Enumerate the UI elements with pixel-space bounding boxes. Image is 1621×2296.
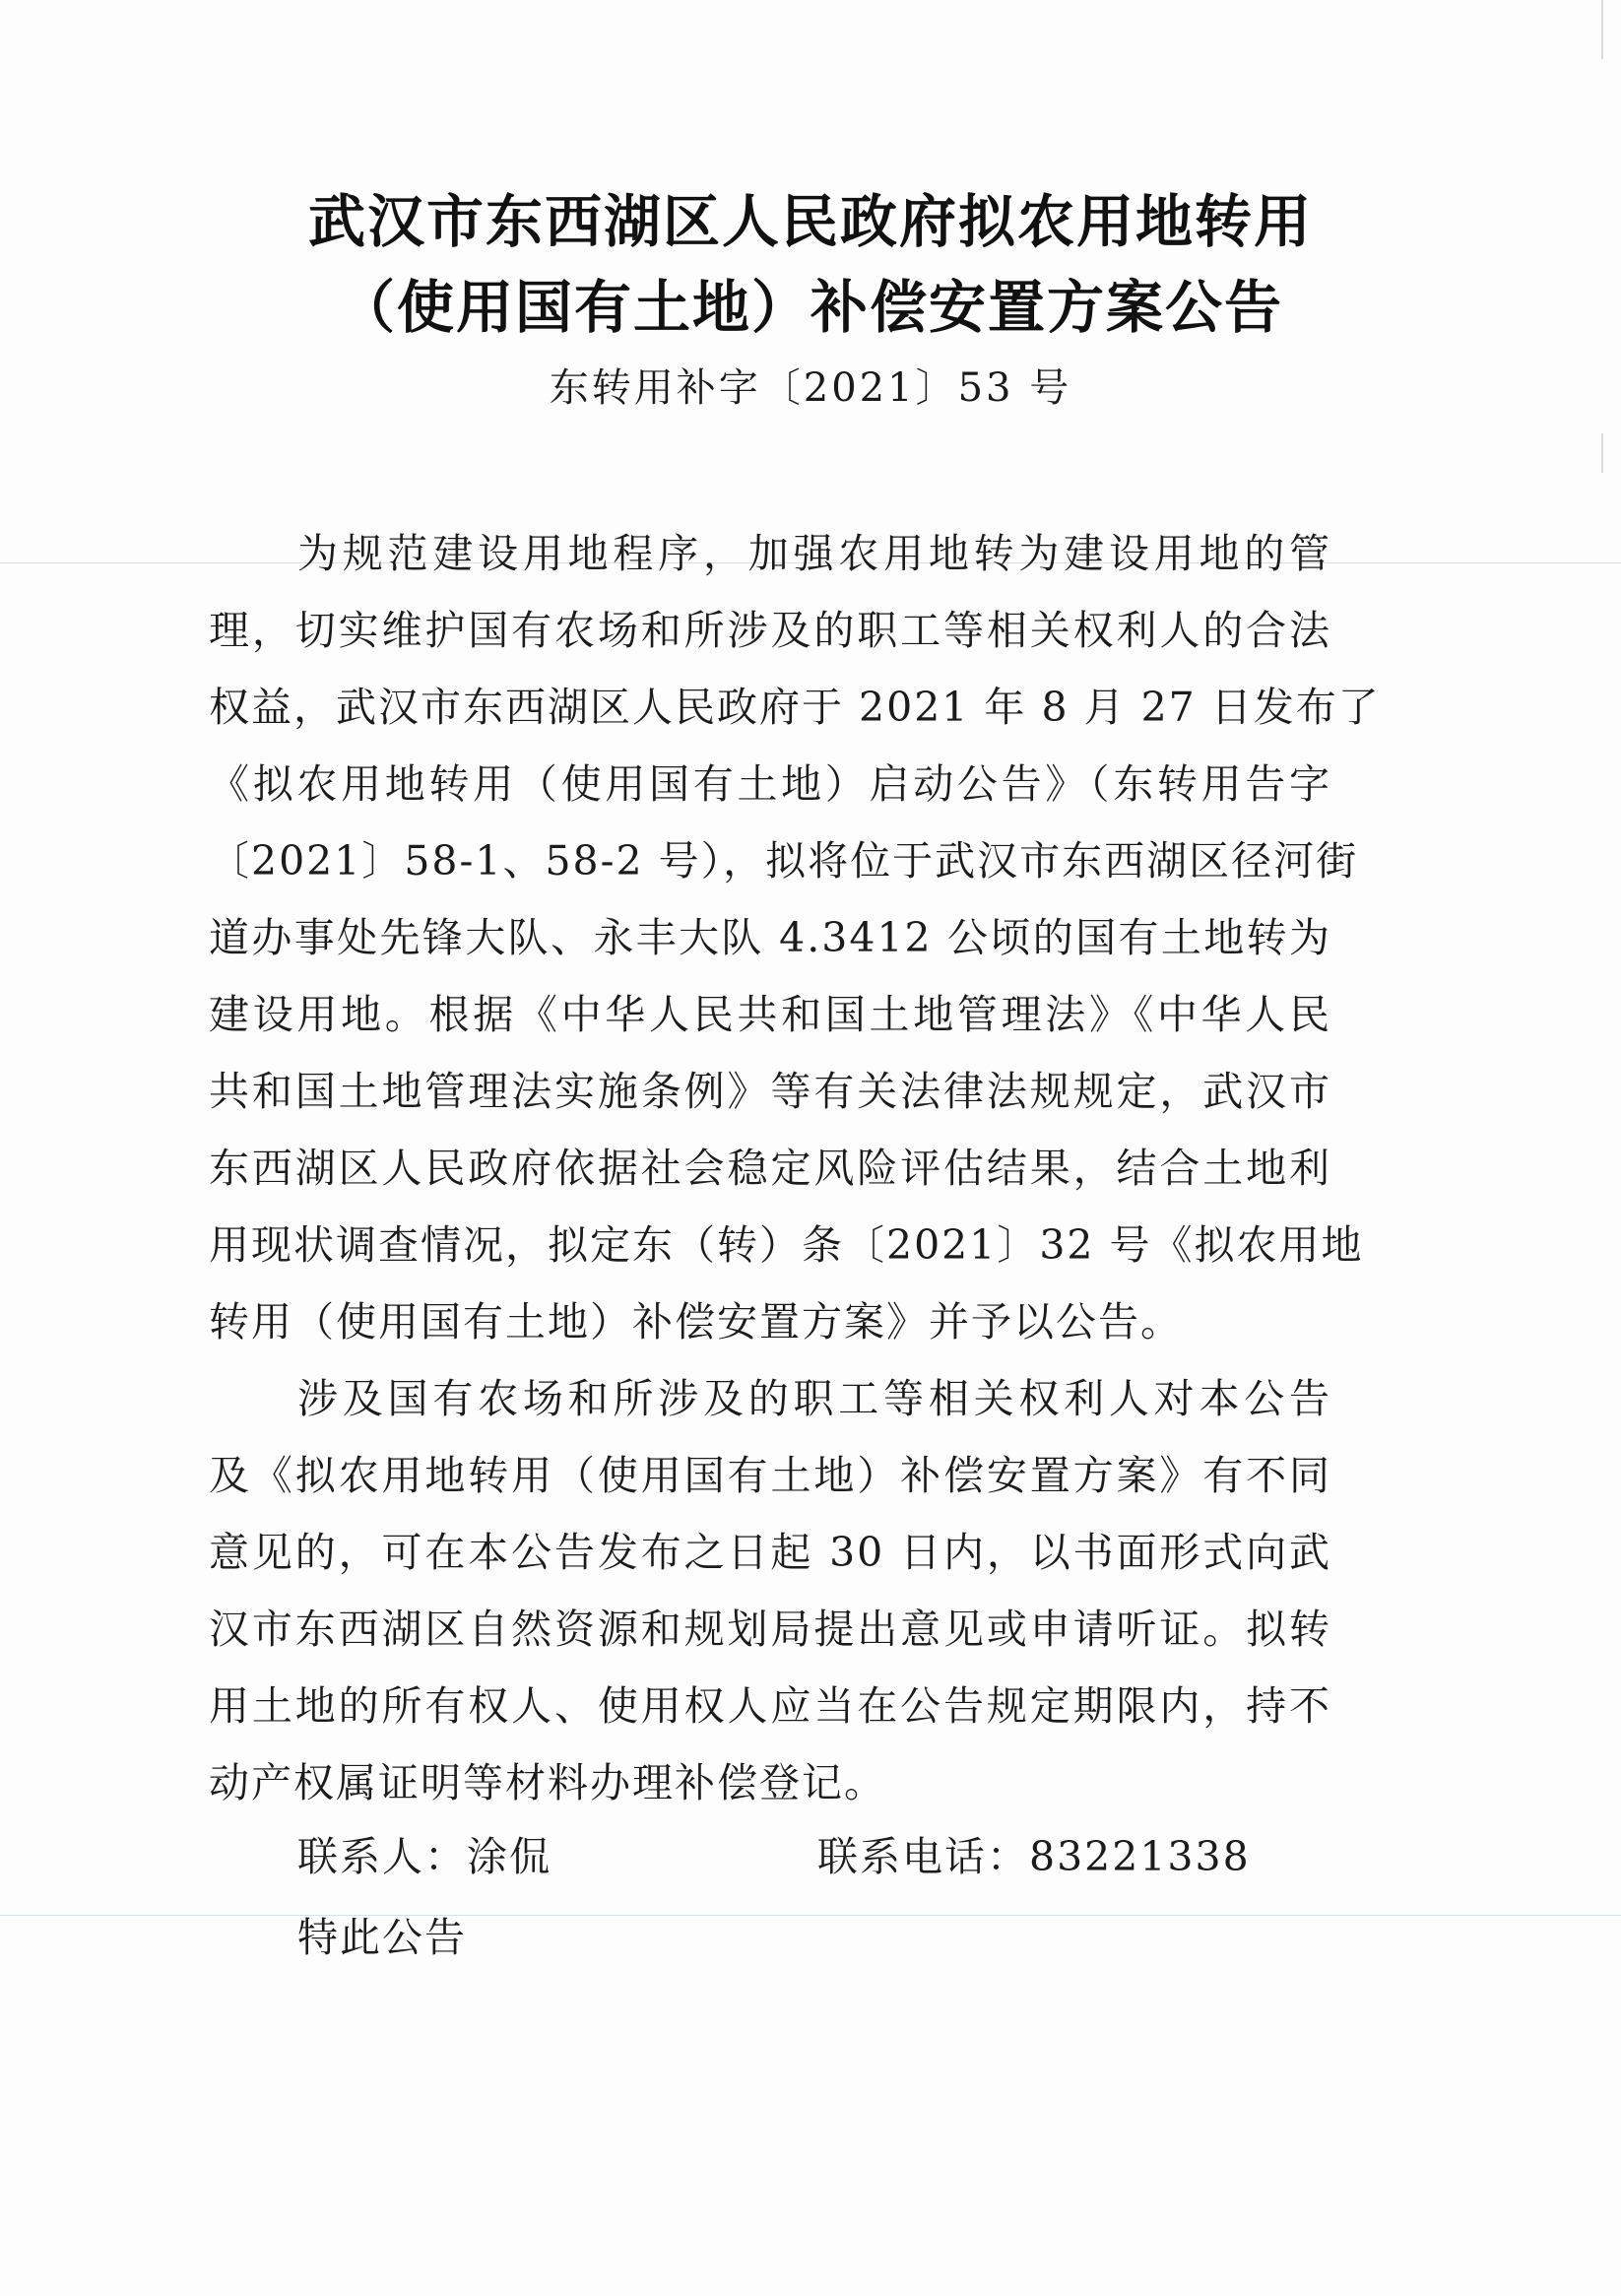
paragraph-2-line-3: 意见的，可在本公告发布之日起 30 日内，以书面形式向武 <box>209 1529 1331 1576</box>
scan-edge-mark <box>1601 0 1603 59</box>
paragraph-2-line-4: 汉市东西湖区自然资源和规划局提出意见或申请听证。拟转 <box>209 1606 1331 1653</box>
paragraph-1-line-7: 建设用地。根据《中华人民共和国土地管理法》《中华人民 <box>209 991 1331 1038</box>
paragraph-1-line-6: 道办事处先锋大队、永丰大队 4.3412 公顷的国有土地转为 <box>209 914 1331 961</box>
paragraph-1-line-9: 东西湖区人民政府依据社会稳定风险评估结果，结合土地利 <box>209 1145 1331 1192</box>
scan-artifact-line <box>0 1915 1621 1916</box>
document-title-line-2: （使用国有土地）补偿安置方案公告 <box>337 274 1283 341</box>
paragraph-2-line-6: 动产权属证明等材料办理补偿登记。 <box>209 1759 886 1806</box>
contact-person: 联系人：涂侃 <box>297 1833 551 1880</box>
paragraph-1-line-10: 用现状调查情况，拟定东（转）条〔2021〕32 号《拟农用地 <box>209 1221 1364 1269</box>
contact-phone: 联系电话：83221338 <box>817 1833 1251 1880</box>
paragraph-1-line-5: 〔2021〕58-1、58-2 号），拟将位于武汉市东西湖区径河街 <box>209 837 1359 885</box>
paragraph-2-line-5: 用土地的所有权人、使用权人应当在公告规定期限内，持不 <box>209 1682 1331 1730</box>
paragraph-2-line-1: 涉及国有农场和所涉及的职工等相关权利人对本公告 <box>297 1375 1331 1422</box>
paragraph-1-line-8: 共和国土地管理法实施条例》等有关法律法规规定，武汉市 <box>209 1068 1331 1115</box>
document-title-line-1: 武汉市东西湖区人民政府拟农用地转用 <box>307 188 1313 255</box>
paragraph-1-line-1: 为规范建设用地程序，加强农用地转为建设用地的管 <box>297 530 1331 577</box>
document-number: 东转用补字〔2021〕53 号 <box>549 365 1072 411</box>
paragraph-2-line-2: 及《拟农用地转用（使用国有土地）补偿安置方案》有不同 <box>209 1452 1331 1499</box>
paragraph-1-line-11: 转用（使用国有土地）补偿安置方案》并予以公告。 <box>209 1298 1183 1345</box>
paragraph-1-line-2: 理，切实维护国有农场和所涉及的职工等相关权利人的合法 <box>209 607 1331 654</box>
paragraph-1-line-4: 《拟农用地转用（使用国有土地）启动公告》（东转用告字 <box>209 760 1331 808</box>
closing-statement: 特此公告 <box>297 1914 467 1961</box>
scan-edge-mark <box>1601 433 1603 473</box>
paragraph-1-line-3: 权益，武汉市东西湖区人民政府于 2021 年 8 月 27 日发布了 <box>209 684 1381 731</box>
